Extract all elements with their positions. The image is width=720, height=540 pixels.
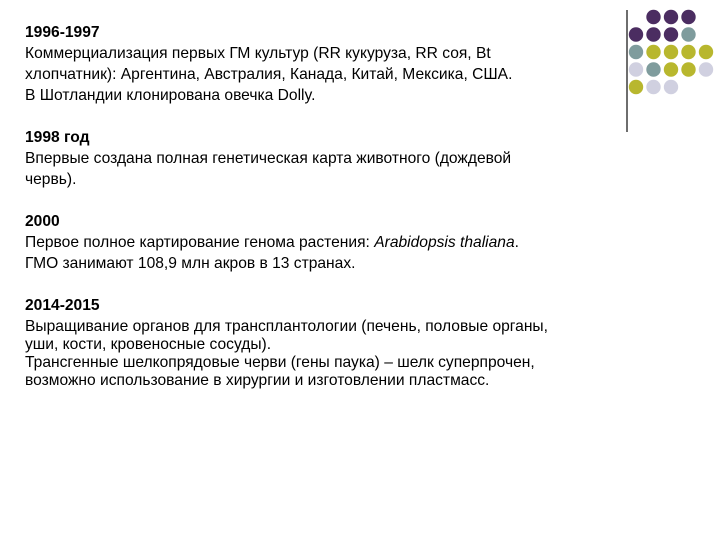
section-line: Коммерциализация первых ГМ культур (RR кукуруза, RR соя, Bt	[25, 45, 491, 62]
decorative-dot	[681, 27, 695, 41]
line-text: Первое полное картирование генома растения:	[25, 234, 375, 251]
section-line: В Шотландии клонирована овечка Dolly.	[25, 87, 316, 104]
decorative-dot	[681, 10, 695, 24]
line-punctuation: .	[514, 234, 519, 251]
section-line: хлопчатник): Аргентина, Австралия, Канада, Китай, Мексика, США.	[25, 66, 513, 83]
section-line: червь).	[25, 171, 77, 188]
section-2000	[25, 211, 675, 274]
section-line: Впервые создана полная генетическая карта животного (дождевой	[25, 150, 512, 167]
section-2014-2015	[25, 295, 675, 390]
section-line	[25, 232, 675, 253]
decorative-dot	[699, 62, 713, 76]
section-line: ГМО занимают 108,9 млн акров в 13 странах.	[25, 255, 356, 272]
section-line: уши, кости, кровеносные сосуды).	[25, 336, 272, 353]
section-line: возможно использование в хирургии и изготовлении пластмасс.	[25, 372, 490, 389]
decorative-dot	[699, 45, 713, 59]
decorative-dot	[681, 62, 695, 76]
species-name: Arabidopsis thaliana	[374, 234, 515, 251]
section-heading: 1996-1997	[25, 24, 100, 41]
section-heading: 2000	[25, 213, 60, 230]
slide-content	[25, 22, 675, 411]
decorative-dot	[681, 45, 695, 59]
section-1996-1997	[25, 22, 675, 106]
section-heading: 1998 год	[25, 129, 90, 146]
section-line: Выращивание органов для трансплантологии (печень, половые органы,	[25, 318, 548, 335]
section-heading: 2014-2015	[25, 297, 100, 314]
section-line: Трансгенные шелкопрядовые черви (гены паука) – шелк суперпрочен,	[25, 354, 535, 371]
section-1998	[25, 127, 675, 190]
